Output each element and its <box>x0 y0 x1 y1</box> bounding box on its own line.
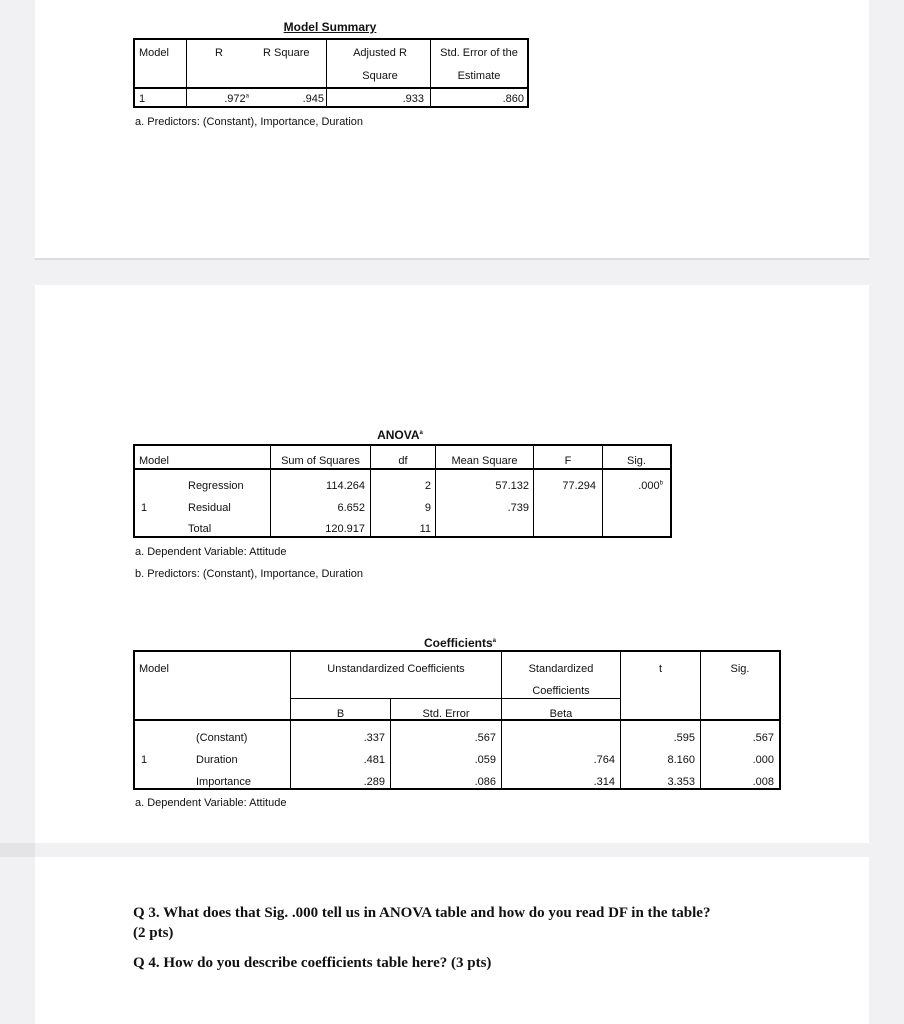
coef-header-coefficients: Coefficients <box>532 685 590 697</box>
coef-t: 8.160 <box>667 754 695 766</box>
header-std-error: Std. Error of the <box>440 47 518 59</box>
anova-footnote-b: b. Predictors: (Constant), Importance, Duration <box>135 568 364 580</box>
coef-header-model: Model <box>139 663 169 675</box>
coef-header-sig: Sig. <box>730 663 750 675</box>
coef-row-label: Duration <box>196 754 238 766</box>
coef-t: 3.353 <box>667 776 695 788</box>
anova-footnote-a: a. Dependent Variable: Attitude <box>135 546 287 558</box>
page-gap <box>0 843 35 857</box>
anova-ss: 120.917 <box>325 523 365 535</box>
coef-header-standardized: Standardized <box>528 663 594 675</box>
anova-header-model: Model <box>139 455 169 467</box>
value-adjusted-r-square: .933 <box>402 93 424 105</box>
coef-header-beta: Beta <box>549 708 573 720</box>
question-4: Q 4. How do you describe coefficients table here? (3 pts) <box>133 955 492 971</box>
anova-header-ss: Sum of Squares <box>281 455 360 467</box>
anova-df: 2 <box>424 480 431 492</box>
coef-b: .337 <box>363 732 385 744</box>
coef-header-std-error: Std. Error <box>422 708 470 720</box>
anova-ss: 114.264 <box>326 480 365 492</box>
anova-header-ms: Mean Square <box>451 455 518 467</box>
value-r-square: .945 <box>302 93 324 105</box>
anova-df: 9 <box>424 502 431 514</box>
coef-row-label: (Constant) <box>196 732 248 744</box>
coef-std-error: .059 <box>474 754 496 766</box>
anova-f-value: 77.294 <box>562 480 596 492</box>
model-summary-footnote: a. Predictors: (Constant), Importance, Duration <box>135 116 364 128</box>
coef-t: .595 <box>673 732 695 744</box>
coef-sig: .008 <box>752 776 774 788</box>
coefficients-footnote: a. Dependent Variable: Attitude <box>135 797 287 809</box>
value-r: .972$^a$ <box>224 93 249 105</box>
model-summary-table <box>133 38 529 108</box>
header-adjusted-r-square: Square <box>362 70 398 82</box>
question-3-points: (2 pts) <box>133 925 174 941</box>
anova-model-number: 1 <box>141 502 148 514</box>
anova-row-label: Regression <box>188 480 244 492</box>
coefficients-table <box>133 650 781 790</box>
anova-table <box>133 444 672 538</box>
header-adjusted-r: Adjusted R <box>353 47 407 59</box>
coef-std-error: .567 <box>474 732 496 744</box>
anova-row-label: Total <box>188 523 212 535</box>
coef-header-unstandardized: Unstandardized Coefficients <box>327 663 465 675</box>
coef-header-t: t <box>658 663 663 675</box>
anova-title: ANOVA$^a$ <box>377 428 423 442</box>
coef-sig: .567 <box>752 732 774 744</box>
value-std-error: .860 <box>502 93 524 105</box>
anova-row-label: Residual <box>188 502 231 514</box>
coef-row-label: Importance <box>196 776 252 788</box>
anova-header-f: F <box>564 455 572 467</box>
anova-df: 11 <box>419 523 431 535</box>
coef-beta: .314 <box>593 776 615 788</box>
model-summary-title: Model Summary <box>283 20 377 34</box>
coefficients-title: Coefficients$^a$ <box>423 636 497 650</box>
header-model: Model <box>139 47 169 59</box>
coef-b: .481 <box>363 754 385 766</box>
coef-beta: .764 <box>593 754 615 766</box>
question-3 <box>133 903 833 943</box>
anova-ms: .739 <box>507 502 529 514</box>
anova-ss: 6.652 <box>337 502 365 514</box>
coef-header-b: B <box>336 708 345 720</box>
question-3-text: Q 3. What does that Sig. .000 tell us in ANOVA table and how do you read DF in the table? <box>133 905 711 921</box>
coef-b: .289 <box>363 776 385 788</box>
header-r: R <box>215 47 223 59</box>
header-estimate: Estimate <box>457 70 501 82</box>
row-model: 1 <box>139 93 146 105</box>
anova-header-sig: Sig. <box>627 455 646 467</box>
anova-sig-value: .000$^b$ <box>638 480 663 492</box>
coef-std-error: .086 <box>474 776 496 788</box>
anova-ms: 57.132 <box>495 480 529 492</box>
header-r-square: R Square <box>263 47 310 59</box>
coef-sig: .000 <box>752 754 774 766</box>
coef-model-number: 1 <box>141 754 148 766</box>
anova-header-df: df <box>398 455 408 467</box>
page-separator <box>35 258 869 260</box>
